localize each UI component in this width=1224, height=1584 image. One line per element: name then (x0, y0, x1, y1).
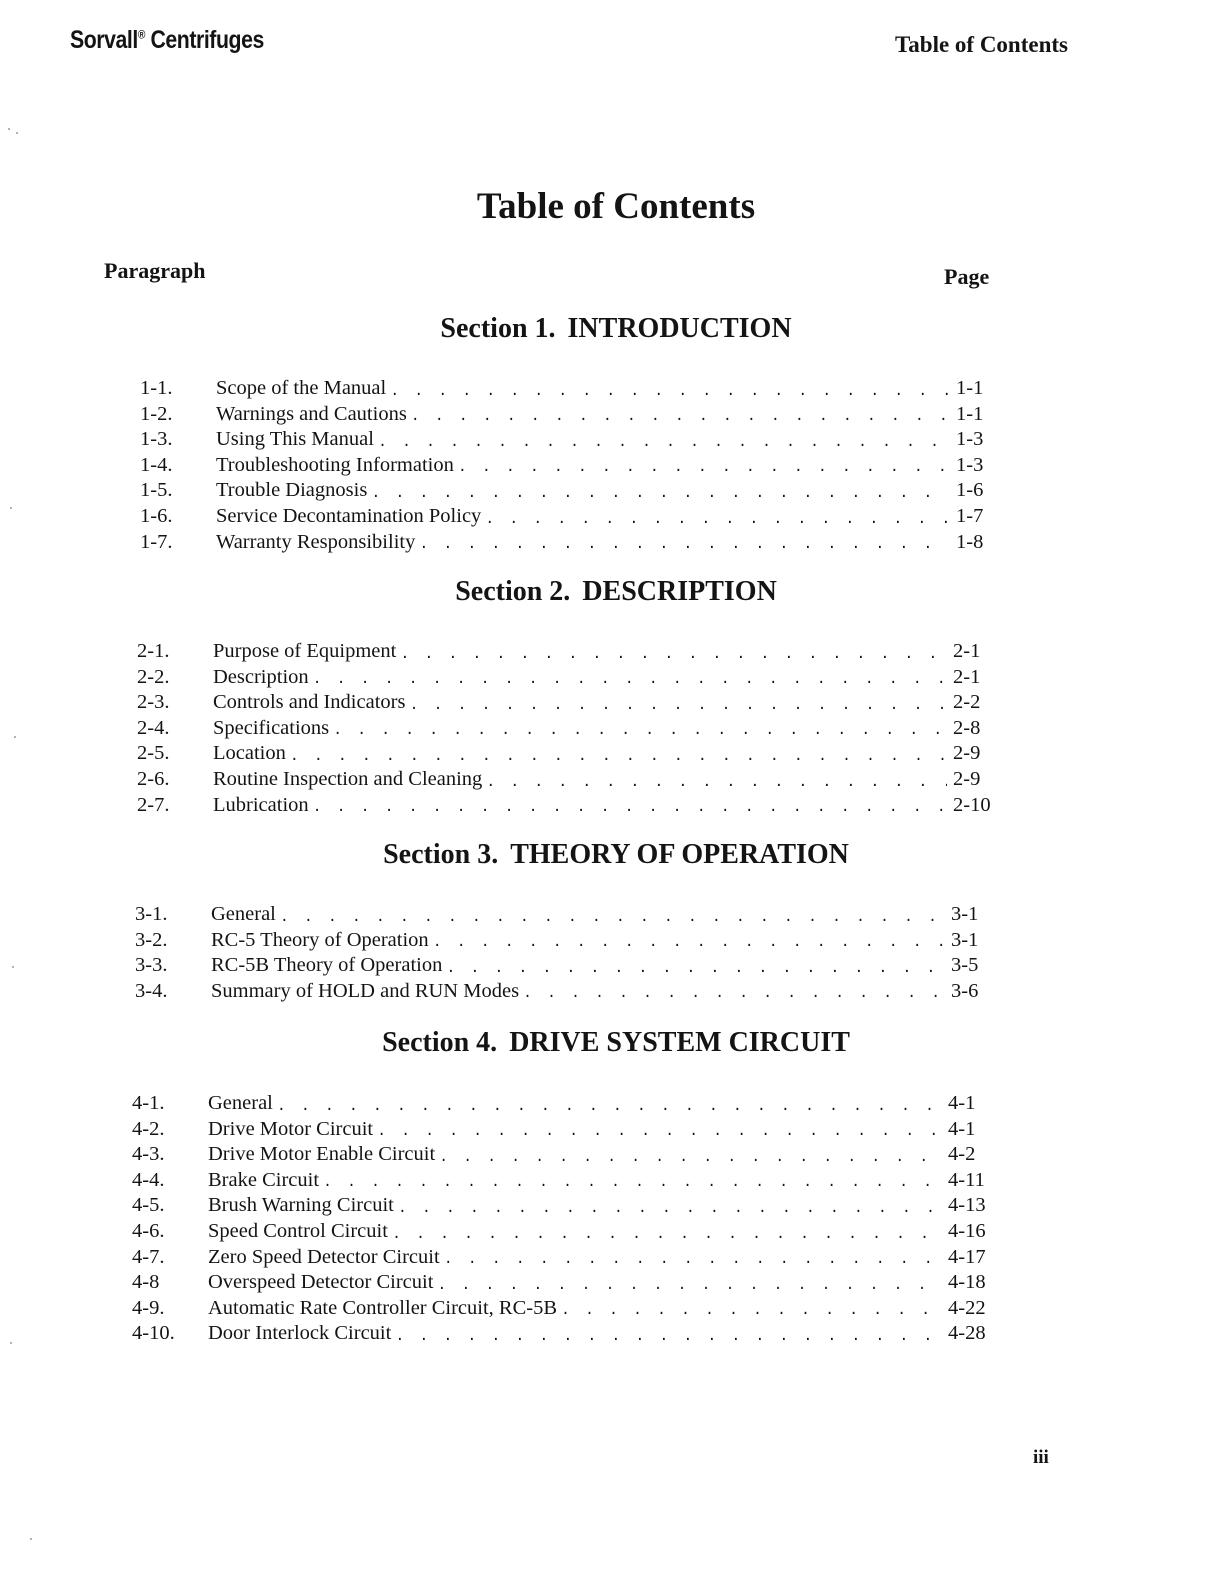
entry-title: Overspeed Detector Circuit (208, 1271, 434, 1294)
toc-entry[interactable] (132, 1216, 994, 1242)
entry-title: Brush Warning Circuit (208, 1194, 394, 1217)
toc-entry[interactable] (140, 424, 1002, 450)
section-heading-1 (0, 313, 1224, 345)
entry-title: Warnings and Cautions (216, 402, 407, 425)
entry-page: 2-2 (953, 691, 981, 714)
toc-entry[interactable] (140, 527, 1002, 553)
toc-entry[interactable] (137, 764, 999, 790)
page-title: Table of Contents (476, 186, 756, 227)
entry-number: 1-2. (140, 402, 173, 425)
entry-number: 1-5. (140, 479, 173, 502)
entry-title: RC-5 Theory of Operation (211, 928, 429, 951)
dot-leader (277, 1099, 942, 1114)
dot-leader (395, 1329, 942, 1344)
entry-title: Location (213, 742, 286, 765)
dot-leader (485, 512, 950, 527)
toc-entry[interactable] (140, 373, 1002, 399)
entry-page: 1-7 (956, 505, 984, 528)
section-number: Section 1. (440, 313, 556, 344)
entry-number: 4-9. (132, 1296, 165, 1319)
entry-number: 4-5. (132, 1194, 165, 1217)
scan-speck (30, 1538, 32, 1540)
dot-leader (486, 775, 947, 790)
dot-leader (446, 961, 945, 976)
toc-entry[interactable] (132, 1088, 994, 1114)
dot-leader (439, 1150, 942, 1165)
scan-speck (12, 966, 14, 968)
entry-number: 1-7. (140, 530, 173, 553)
entry-number: 4-7. (132, 1245, 165, 1268)
section-name: DESCRIPTION (582, 576, 777, 607)
scan-speck (14, 736, 16, 738)
entry-number: 4-10. (132, 1322, 175, 1345)
entry-number: 1-3. (140, 428, 173, 451)
dot-leader (398, 1201, 942, 1216)
entry-page: 4-17 (948, 1245, 986, 1268)
entry-title: Specifications (213, 716, 330, 739)
entry-number: 4-1. (132, 1092, 165, 1115)
entry-number: 4-4. (132, 1168, 165, 1191)
toc-entry[interactable] (132, 1242, 994, 1268)
toc-entry[interactable] (137, 662, 999, 688)
entry-page: 4-1 (948, 1092, 976, 1115)
entry-page: 3-5 (951, 954, 979, 977)
registered-mark: ® (137, 27, 145, 42)
entry-number: 1-6. (140, 505, 173, 528)
toc-entry[interactable] (137, 738, 999, 764)
entry-title: Speed Control Circuit (208, 1220, 388, 1243)
entry-page: 4-1 (948, 1117, 976, 1140)
dot-leader (290, 749, 947, 764)
section-name: DRIVE SYSTEM CIRCUIT (509, 1027, 850, 1058)
entry-page: 3-1 (951, 903, 979, 926)
entry-title: Summary of HOLD and RUN Modes (211, 979, 520, 1002)
entry-page: 4-2 (948, 1143, 976, 1166)
entry-number: 3-1. (135, 903, 168, 926)
dot-leader (437, 1278, 942, 1293)
section-3-entries (135, 899, 997, 1001)
dot-leader (390, 384, 950, 399)
entry-page: 2-1 (953, 640, 981, 663)
toc-entry[interactable] (135, 976, 997, 1002)
entry-page: 4-18 (948, 1271, 986, 1294)
entry-page: 2-9 (953, 742, 981, 765)
dot-leader (523, 986, 945, 1001)
entry-title: Door Interlock Circuit (208, 1322, 392, 1345)
section-2-entries (137, 636, 999, 815)
scan-speck (10, 1342, 12, 1344)
entry-number: 4-6. (132, 1220, 165, 1243)
page-number: iii (1033, 1447, 1049, 1468)
entry-title: RC-5B Theory of Operation (211, 954, 443, 977)
entry-page: 4-11 (948, 1168, 985, 1191)
dot-leader (280, 910, 945, 925)
entry-number: 2-2. (137, 665, 170, 688)
scan-speck (16, 132, 18, 134)
entry-page: 3-6 (951, 979, 979, 1002)
section-name: INTRODUCTION (567, 313, 792, 344)
section-number: Section 4. (382, 1027, 498, 1058)
toc-entry[interactable] (137, 687, 999, 713)
entry-number: 2-4. (137, 716, 170, 739)
entry-title: Troubleshooting Information (216, 453, 454, 476)
entry-title: Lubrication (213, 793, 309, 816)
entry-title: Zero Speed Detector Circuit (208, 1245, 440, 1268)
dot-leader (561, 1303, 942, 1318)
running-header-chapter: Table of Contents (895, 32, 1068, 57)
toc-entry[interactable] (132, 1293, 994, 1319)
entry-number: 3-2. (135, 928, 168, 951)
product-line: Centrifuges (144, 26, 264, 54)
section-name: THEORY OF OPERATION (510, 839, 849, 870)
toc-entry[interactable] (132, 1190, 994, 1216)
entry-title: Controls and Indicators (213, 691, 406, 714)
entry-number: 2-6. (137, 768, 170, 791)
entry-number: 2-1. (137, 640, 170, 663)
entry-number: 2-7. (137, 793, 170, 816)
toc-entry[interactable] (132, 1139, 994, 1165)
entry-title: Using This Manual (216, 428, 374, 451)
entry-number: 3-3. (135, 954, 168, 977)
toc-entry[interactable] (135, 950, 997, 976)
toc-entry[interactable] (137, 636, 999, 662)
toc-entry[interactable] (137, 790, 999, 816)
dot-leader (458, 460, 950, 475)
entry-title: Service Decontamination Policy (216, 505, 482, 528)
dot-leader (433, 935, 945, 950)
toc-entry[interactable] (140, 501, 1002, 527)
paragraph-column-heading: Paragraph (104, 258, 206, 283)
dot-leader (333, 723, 947, 738)
entry-page: 4-22 (948, 1296, 986, 1319)
entry-number: 2-3. (137, 691, 170, 714)
toc-entry[interactable] (132, 1114, 994, 1140)
entry-title: Trouble Diagnosis (216, 479, 368, 502)
entry-page: 2-1 (953, 665, 981, 688)
dot-leader (400, 647, 947, 662)
dot-leader (371, 486, 950, 501)
entry-title: Description (213, 665, 309, 688)
toc-entry[interactable] (140, 399, 1002, 425)
page-column-heading: Page (944, 264, 990, 289)
toc-entry[interactable] (140, 450, 1002, 476)
toc-entry[interactable] (132, 1318, 994, 1344)
entry-page: 2-8 (953, 716, 981, 739)
entry-number: 4-3. (132, 1143, 165, 1166)
dot-leader (377, 1124, 942, 1139)
entry-page: 1-3 (956, 453, 984, 476)
entry-title: Automatic Rate Controller Circuit, RC-5B (208, 1296, 558, 1319)
entry-title: General (208, 1092, 273, 1115)
entry-page: 1-6 (956, 479, 984, 502)
brand-name: Sorvall (70, 26, 138, 54)
dot-leader (444, 1252, 942, 1267)
entry-title: General (211, 903, 276, 926)
entry-page: 4-28 (948, 1322, 986, 1345)
section-4-entries (132, 1088, 994, 1344)
toc-entry[interactable] (135, 899, 997, 925)
entry-title: Warranty Responsibility (216, 530, 416, 553)
entry-page: 4-16 (948, 1220, 986, 1243)
section-1-entries (140, 373, 1002, 552)
section-number: Section 2. (455, 576, 571, 607)
section-heading-4 (0, 1027, 1224, 1059)
entry-title: Brake Circuit (208, 1168, 320, 1191)
entry-page: 1-1 (956, 402, 984, 425)
scan-speck (10, 507, 12, 509)
entry-title: Purpose of Equipment (213, 640, 397, 663)
entry-number: 4-8 (132, 1271, 160, 1294)
dot-leader (313, 672, 947, 687)
entry-page: 4-13 (948, 1194, 986, 1217)
toc-entry[interactable] (132, 1267, 994, 1293)
toc-entry[interactable] (135, 925, 997, 951)
entry-number: 4-2. (132, 1117, 165, 1140)
entry-page: 1-1 (956, 377, 984, 400)
entry-title: Routine Inspection and Cleaning (213, 768, 483, 791)
section-heading-2 (0, 576, 1224, 608)
dot-leader (409, 698, 947, 713)
entry-number: 3-4. (135, 979, 168, 1002)
section-heading-3 (0, 839, 1224, 871)
scan-speck (8, 128, 10, 130)
entry-number: 1-1. (140, 377, 173, 400)
entry-page: 2-9 (953, 768, 981, 791)
entry-title: Drive Motor Circuit (208, 1117, 374, 1140)
entry-title: Scope of the Manual (216, 377, 387, 400)
dot-leader (392, 1227, 942, 1242)
toc-entry[interactable] (140, 475, 1002, 501)
entry-page: 2-10 (953, 793, 991, 816)
toc-entry[interactable] (137, 713, 999, 739)
section-number: Section 3. (383, 839, 499, 870)
dot-leader (411, 409, 950, 424)
entry-page: 3-1 (951, 928, 979, 951)
dot-leader (323, 1175, 942, 1190)
entry-page: 1-8 (956, 530, 984, 553)
dot-leader (378, 435, 950, 450)
entry-number: 2-5. (137, 742, 170, 765)
entry-title: Drive Motor Enable Circuit (208, 1143, 436, 1166)
dot-leader (313, 800, 947, 815)
dot-leader (419, 537, 950, 552)
toc-entry[interactable] (132, 1165, 994, 1191)
entry-page: 1-3 (956, 428, 984, 451)
entry-number: 1-4. (140, 453, 173, 476)
running-header-product (70, 26, 264, 55)
